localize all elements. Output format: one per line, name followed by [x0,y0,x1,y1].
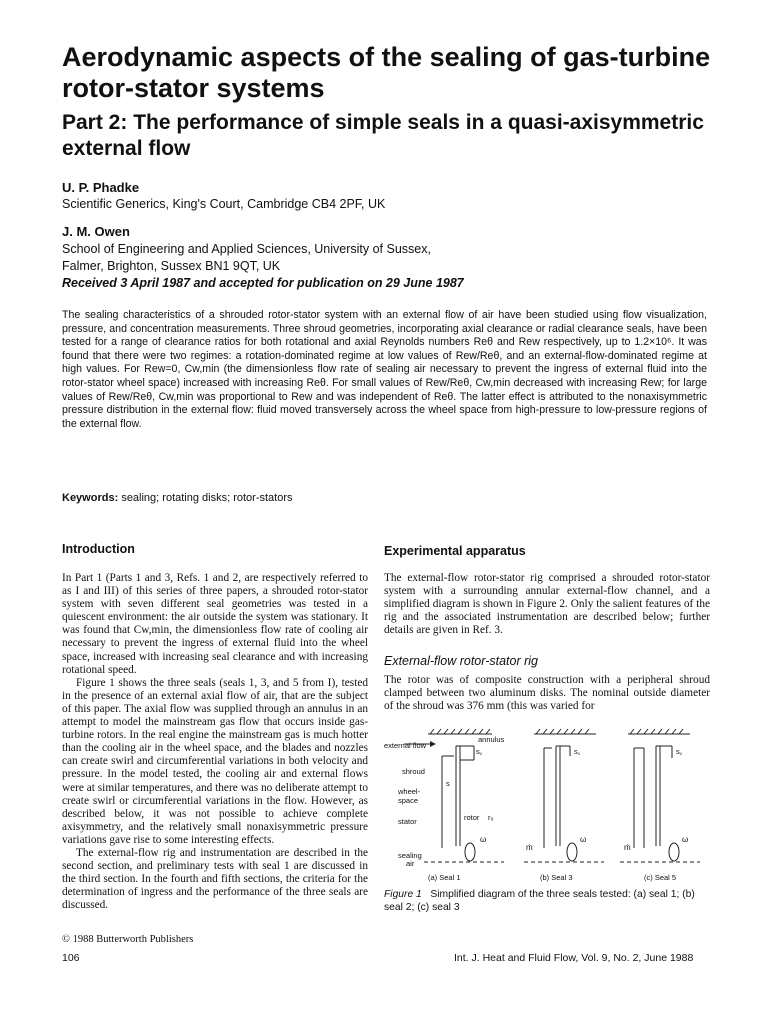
paper-title: Aerodynamic aspects of the sealing of gas-turbine rotor-stator systems [62,42,711,103]
label-air: air [406,859,415,868]
paper-subtitle: Part 2: The performance of simple seals in a quasi-axisymmetric external flow [62,111,704,160]
label-external-flow: external flow [384,741,427,750]
label-m: ṁ [624,843,631,852]
page-number: 106 [62,952,80,964]
introduction-text [62,572,368,912]
author-affiliation: Scientific Generics, King's Court, Cambridge CB4 2PF, UK [62,197,386,211]
panel-label: (a) Seal 1 [428,873,461,882]
abstract: The sealing characteristics of a shrouded rotor-stator system with an external flow of air have been studied using flow visualization, pressure, and concentration measurements. Three shroud geometries, incorporating axial clearance or radial clearance seals, have been tested for a range of clearance ratios for both rotational and axial Reynolds numbers Reθ and Rew respectively, up to 1.2×10⁶. It was found that there were two regimes: a rotation-dominated regime at low values of Rew/Reθ, and an external-flow-dominated regime at high values. For Rew=0, Cw,min (the dimensionless flow rate of sealing air necessary to prevent the ingress of external fluid into the rotor-stator wheel space) increased with increasing Reθ. For small values of Rew/Reθ, Cw,min decreased with increasing Rew; for large values of Rew/Reθ, Cw,min was proportional to Rew and was independent of Reθ. The latter effect is attributed to the nonaxisymmetric pressure distribution in the external flow: fluid moved transversely across the wheel space from high-pressure to low-pressure regions of the external flow. [62,309,707,430]
panel-label: (c) Seal 5 [644,873,677,882]
paragraph: The external-flow rig and instrumentation are described in the second section, and preliminary tests with seal 1 are discussed in the third section. In the fourth and fifth sections, the criteria for the determination of ingress and the performance of the three seals are discussed. [62,846,368,912]
paragraph: Figure 1 shows the three seals (seals 1, 3, and 5 from I), tested in the presence of an external axial flow of air, that are the subject of this paper. The axial flow was supplied through an annulus in an attempt to model the mainstream gas flow that occurs inside gas-turbine rotors. In the real engine the mainstream gas is much hotter than the cooling air in the wheel space, and the blades and nozzles can create swirl and circumferential variations in both velocity and pressure. In the model tested, the cooling air and external flows were at similar temperatures, and there was no deliberate attempt to create swirl or circumferential variations in the flow. However, as described below, it was not possible to achieve complete axisymmetry, and the relatively small nonaxisymmetric pressure variations gave rise to some interesting effects. [62,676,368,846]
author-affiliation: Falmer, Brighton, Sussex BN1 9QT, UK [62,259,281,273]
panel-label: (b) Seal 3 [540,873,573,882]
label-stator: stator [398,817,417,826]
label-m: ṁ [526,843,533,852]
figure-caption [384,888,710,914]
label-annulus: annulus [478,735,505,744]
keywords-list: sealing; rotating disks; rotor-stators [121,492,293,504]
label-wheel: wheel- [398,787,421,796]
hatching-b [536,729,589,734]
copyright: © 1988 Butterworth Publishers [62,934,194,945]
label-sc: s꜀ [476,747,483,756]
received-date: Received 3 April 1987 and accepted for publication on 29 June 1987 [62,276,464,290]
caption-text: Simplified diagram of the three seals tested: (a) seal 1; (b) seal 2; (c) seal 3 [384,889,695,913]
rotor-hub [465,843,475,861]
hatching-a [430,729,490,734]
paragraph: In Part 1 (Parts 1 and 3, Refs. 1 and 2, are respectively referred to as I and III) of this series of three papers, a shrouded rotor-stator system with seven different seal geometries was tested in a quiescent environment: the air outside the system was stationary. It was found that Cw,min, the dimensionless flow rate of cooling air necessary to prevent the ingress of external fluid into the wheel space, increased with increasing seal clearance and with increasing rotational speed. [62,572,368,676]
label-sealing: sealing [398,851,422,860]
label-space: space [398,796,419,805]
author-name: J. M. Owen [62,224,130,239]
keywords-label: Keywords: [62,492,119,504]
label-shroud: shroud [402,767,425,776]
author-name: U. P. Phadke [62,180,140,195]
label-sc: s꜀ [574,747,581,756]
subsection-text [384,674,710,713]
subsection-heading: External-flow rotor-stator rig [384,654,538,668]
label-omega: ω [682,835,689,844]
author-affiliation: School of Engineering and Applied Sciences, University of Sussex, [62,242,431,256]
paragraph: The rotor was of composite construction with a peripheral shroud clamped between two aluminum disks. The nominal outside diameter of the shroud was 376 mm (this was varied for [384,674,710,713]
section-heading-experimental: Experimental apparatus [384,544,526,558]
experimental-text [384,572,710,637]
label-omega: ω [480,835,487,844]
arrow-icon [430,741,436,747]
label-r0: r₀ [488,813,494,822]
figure-1-diagram [384,726,714,886]
keywords [62,492,293,504]
paragraph: The external-flow rotor-stator rig comprised a shrouded rotor-stator system with a surrounding annular external-flow channel, and a simplified diagram is shown in Figure 2. Only the salient features of the rig and the associated instrumentation are described below; further details are given in Ref. 3. [384,572,710,637]
hatching-c [630,729,683,734]
label-sc: s꜀ [676,747,683,756]
label-rotor: rotor [464,813,480,822]
journal-reference: Int. J. Heat and Fluid Flow, Vol. 9, No. 2, June 1988 [454,952,694,964]
section-heading-introduction: Introduction [62,542,135,556]
caption-label: Figure 1 [384,889,422,900]
label-s: s [446,779,450,788]
label-omega: ω [580,835,587,844]
